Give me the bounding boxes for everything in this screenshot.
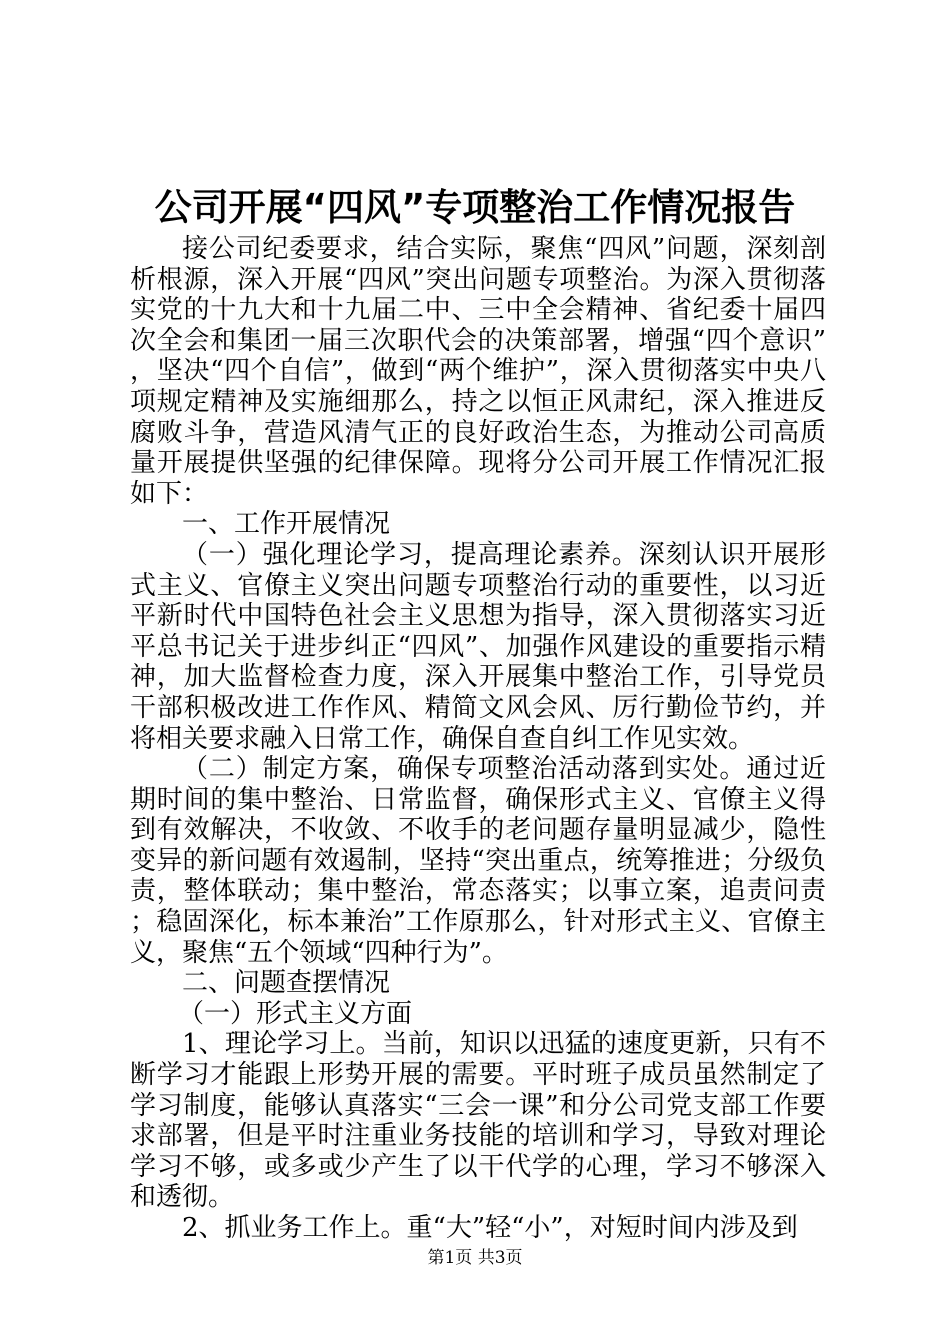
- section-2-paragraph-2: 2、抓业务工作上。重“大”轻“小”，对短时间内涉及到: [182, 1213, 798, 1243]
- section-1-paragraph-2: （二）制定方案，确保专项整治活动落到实处。通过近期时间的集中整治、日常监督，确保形式主义、官僚主义得到有效解决，不收敛、不收手的老问题存量明显减少，隐性变异的新问题有效遏制，坚持“突出重点，统筹推进；分级负责，整体联动；集中整治，常态落实；以事立案，追责问责；稳固深化，标本兼治”工作原那么，针对形式主义、官僚主义，聚焦“五个领域“四种行为”。: [130, 754, 826, 968]
- section-2-paragraph-1: 1、理论学习上。当前，知识以迅猛的速度更新，只有不断学习才能跟上形势开展的需要。平时班子成员虽然制定了学习制度，能够认真落实“三会一课”和分公司党支部工作要求部署，但是平时注重业务技能的培训和学习，导致对理论学习不够，或多或少产生了以干代学的心理，学习不够深入和透彻。: [130, 1029, 826, 1213]
- page-footer: 第1页 共3页: [427, 1248, 523, 1268]
- section-heading-2: 二、问题查摆情况: [182, 968, 391, 999]
- intro-paragraph: 接公司纪委要求，结合实际，聚焦“四风”问题，深刻剖析根源，深入开展“四风”突出问题专项整治。为深入贯彻落实党的十九大和十九届二中、三中全会精神、省纪委十届四次全会和集团一届三次职代会的决策部署，增强“四个意识”，坚决“四个自信”，做到“两个维护”，深入贯彻落实中央八项规定精神及实施细那么，持之以恒正风肃纪，深入推进反腐败斗争，营造风清气正的良好政治生态，为推动公司高质量开展提供坚强的纪律保障。现将分公司开展工作情况汇报如下：: [130, 234, 826, 509]
- section-heading-1: 一、工作开展情况: [182, 509, 391, 540]
- section-1-paragraph-1: （一）强化理论学习，提高理论素养。深刻认识开展形式主义、官僚主义突出问题专项整治行动的重要性，以习近平新时代中国特色社会主义思想为指导，深入贯彻落实习近平总书记关于进步纠正“四风”、加强作风建设的重要指示精神，加大监督检查力度，深入开展集中整治工作，引导党员干部积极改进工作作风、精简文风会风、厉行勤俭节约，并将相关要求融入日常工作，确保自查自纠工作见实效。: [130, 539, 826, 754]
- document-title: 公司开展“四风”专项整治工作情况报告: [154, 186, 796, 229]
- document-body: [130, 234, 826, 1244]
- subsection-heading-formalism: （一）形式主义方面: [178, 998, 413, 1029]
